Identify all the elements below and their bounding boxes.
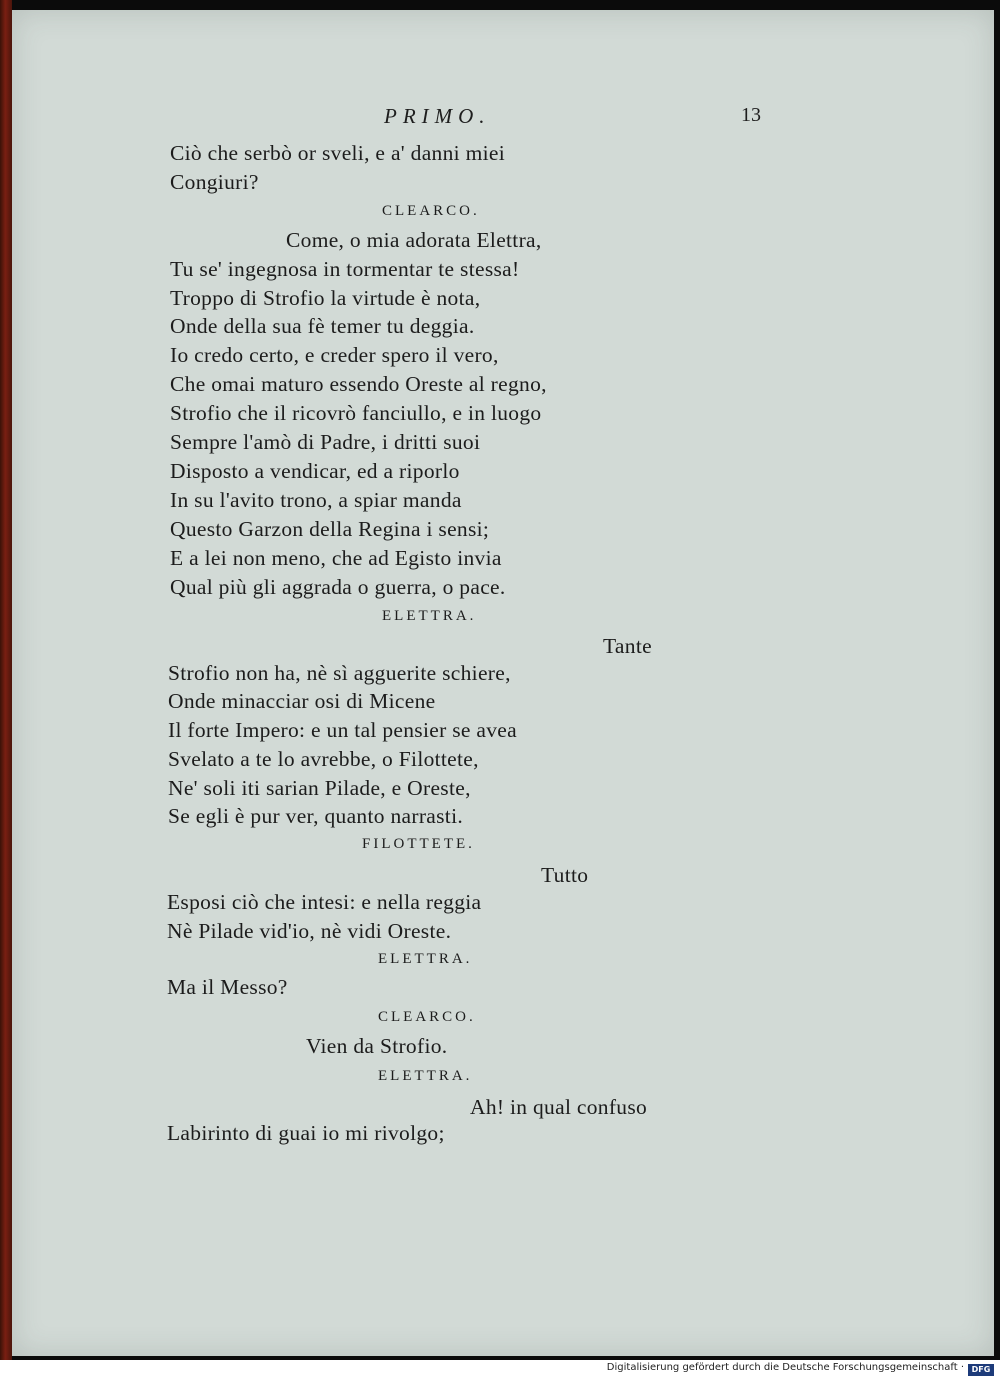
verse-line: Sempre l'amò di Padre, i dritti suoi [170, 430, 481, 454]
book-binding-edge [0, 0, 12, 1360]
verse-line: Svelato a te lo avrebbe, o Filottete, [168, 747, 479, 771]
verse-line: Strofio non ha, nè sì agguerite schiere, [168, 661, 511, 685]
verse-line: Io credo certo, e creder spero il vero, [170, 343, 499, 367]
verse-line: Tu se' ingegnosa in tormentar te stessa! [170, 257, 520, 281]
page-number: 13 [741, 104, 761, 126]
verse-line: Ah! in qual confuso [470, 1095, 648, 1119]
dfg-logo: DFG [968, 1364, 994, 1376]
verse-line: Il forte Impero: e un tal pensier se avea [168, 718, 517, 742]
running-head: PRIMO. [384, 104, 491, 128]
speaker-name: ELETTRA. [378, 951, 473, 967]
verse-line: Vien da Strofio. [306, 1034, 448, 1058]
digitization-credit: Digitalisierung gefördert durch die Deutsche Forschungsgemeinschaft · [606, 1362, 964, 1373]
verse-line: Tante [603, 634, 652, 658]
verse-line: Esposi ciò che intesi: e nella reggia [167, 890, 482, 914]
verse-line: Ciò che serbò or sveli, e a' danni miei [170, 141, 505, 165]
speaker-name: FILOTTETE. [362, 836, 475, 852]
speaker-name: ELETTRA. [378, 1068, 473, 1084]
verse-line: In su l'avito trono, a spiar manda [170, 488, 462, 512]
verse-line: Come, o mia adorata Elettra, [286, 228, 542, 252]
speaker-name: ELETTRA. [382, 608, 477, 624]
verse-line: Se egli è pur ver, quanto narrasti. [168, 804, 464, 828]
verse-line: Onde minacciar osi di Micene [168, 689, 436, 713]
verse-line: Che omai maturo essendo Oreste al regno, [170, 372, 547, 396]
verse-line: Ma il Messo? [167, 975, 288, 999]
verse-line: Congiuri? [170, 170, 259, 194]
verse-line: Nè Pilade vid'io, nè vidi Oreste. [167, 919, 452, 943]
verse-line: Strofio che il ricovrò fanciullo, e in luogo [170, 401, 542, 425]
speaker-name: CLEARCO. [378, 1009, 476, 1025]
verse-line: Troppo di Strofio la virtude è nota, [170, 286, 481, 310]
speaker-name: CLEARCO. [382, 203, 480, 219]
verse-line: Ne' soli iti sarian Pilade, e Oreste, [168, 776, 471, 800]
verse-line: Onde della sua fè temer tu deggia. [170, 314, 475, 338]
verse-line: Questo Garzon della Regina i sensi; [170, 517, 490, 541]
verse-line: Labirinto di guai io mi rivolgo; [167, 1121, 445, 1145]
verse-line: Disposto a vendicar, ed a riporlo [170, 459, 460, 483]
verse-line: Qual più gli aggrada o guerra, o pace. [170, 575, 506, 599]
verse-line: E a lei non meno, che ad Egisto invia [170, 546, 502, 570]
verse-line: Tutto [541, 863, 589, 887]
